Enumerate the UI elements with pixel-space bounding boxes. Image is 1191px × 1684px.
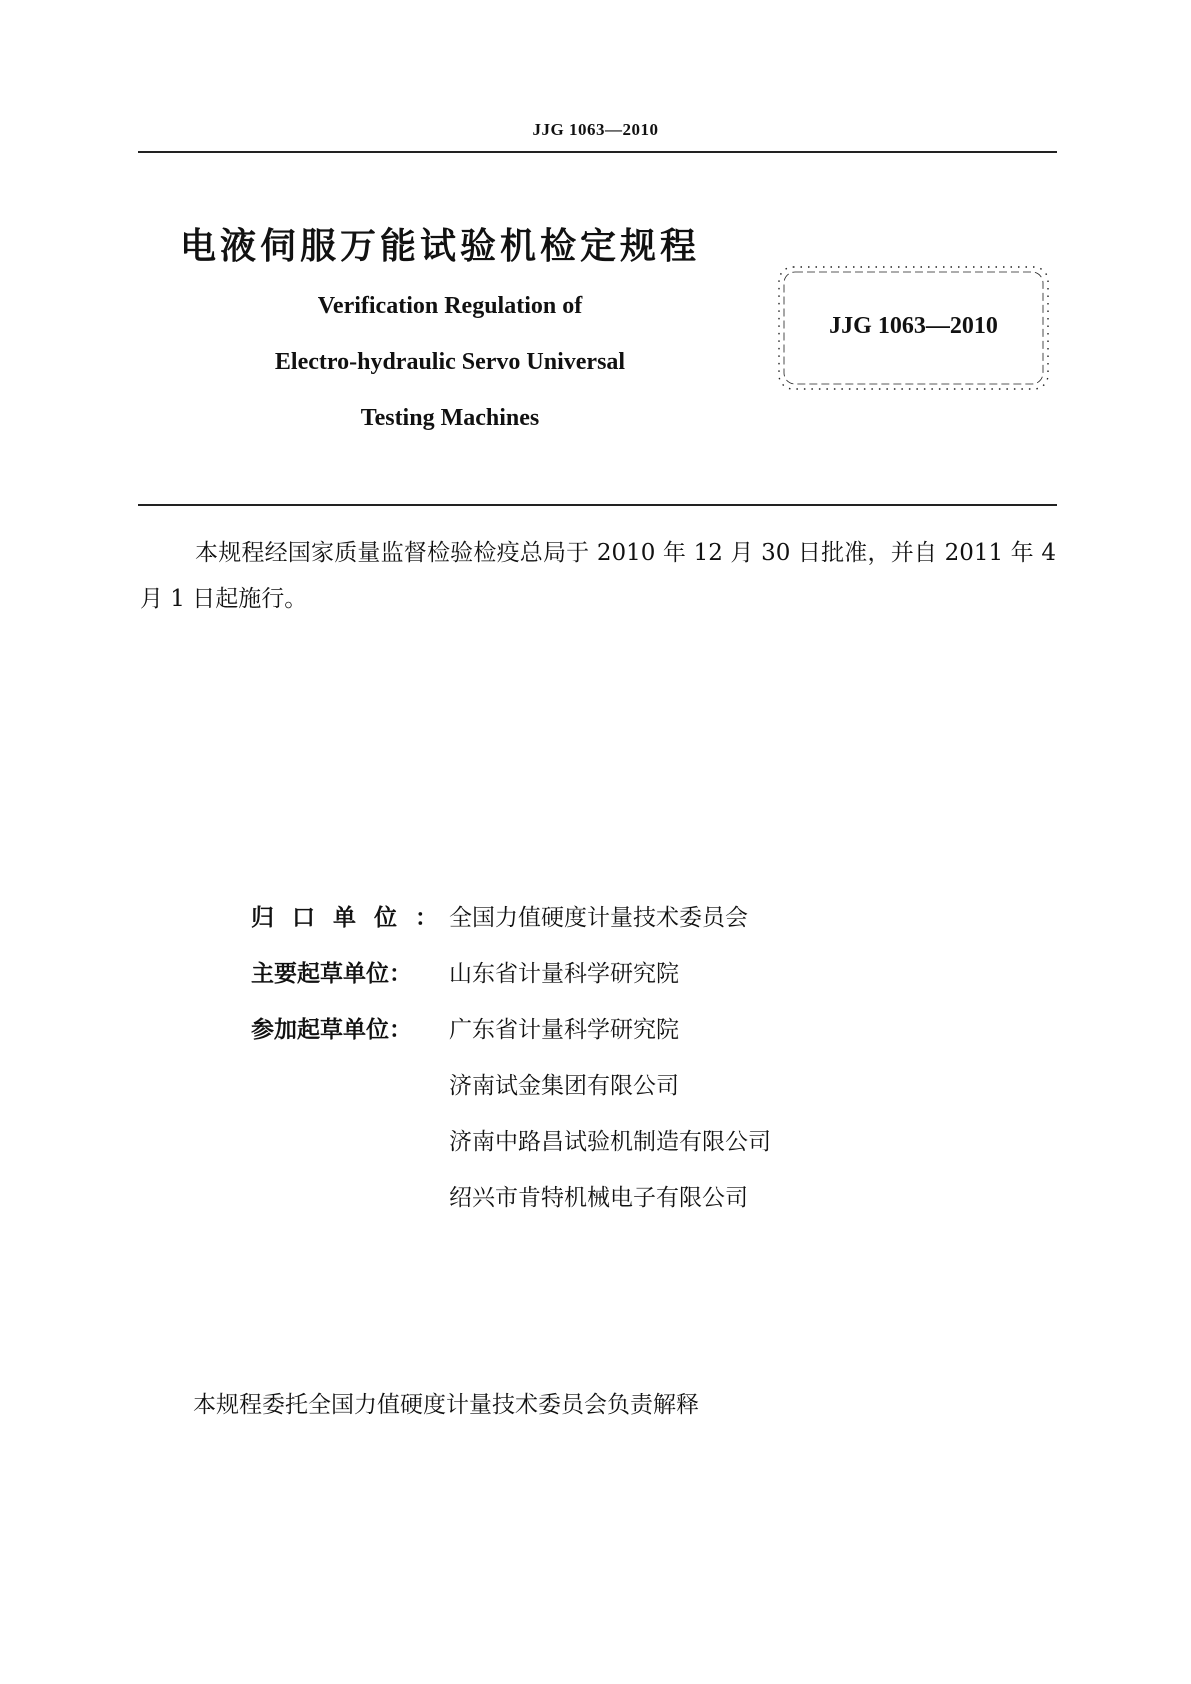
- participating-unit-4: 绍兴市肯特机械电子有限公司: [449, 1185, 748, 1211]
- participating-unit-2: 济南试金集团有限公司: [449, 1073, 679, 1099]
- regulation-code-box: [775, 263, 1052, 393]
- running-header: JJG 1063—2010: [532, 120, 659, 139]
- responsible-unit-label: 归口单位：: [251, 905, 456, 931]
- approval-statement: 本规程经国家质量监督检验检疫总局于 2010 年 12 月 30 日批准，并自 2011 年 4 月 1 日起施行。: [140, 540, 1056, 612]
- main-drafting-unit-label: 主要起草单位：: [251, 961, 412, 987]
- header-rule: [138, 151, 1057, 153]
- participating-unit-3: 济南中路昌试验机制造有限公司: [449, 1129, 771, 1155]
- title-english-line-3: Testing Machines: [360, 405, 540, 431]
- section-rule: [138, 504, 1057, 506]
- participating-units-label: 参加起草单位：: [251, 1017, 412, 1043]
- interpretation-note: 本规程委托全国力值硬度计量技术委员会负责解释: [193, 1392, 699, 1418]
- title-english-line-2: Electro-hydraulic Servo Universal: [274, 349, 626, 375]
- title-english-line-1: Verification Regulation of: [317, 293, 583, 319]
- title-chinese: 电液伺服万能试验机检定规程: [180, 226, 701, 267]
- participating-unit-1: 广东省计量科学研究院: [449, 1017, 679, 1043]
- main-drafting-unit-value: 山东省计量科学研究院: [449, 961, 679, 987]
- regulation-code: JJG 1063—2010: [829, 313, 998, 339]
- responsible-unit-value: 全国力值硬度计量技术委员会: [449, 905, 748, 931]
